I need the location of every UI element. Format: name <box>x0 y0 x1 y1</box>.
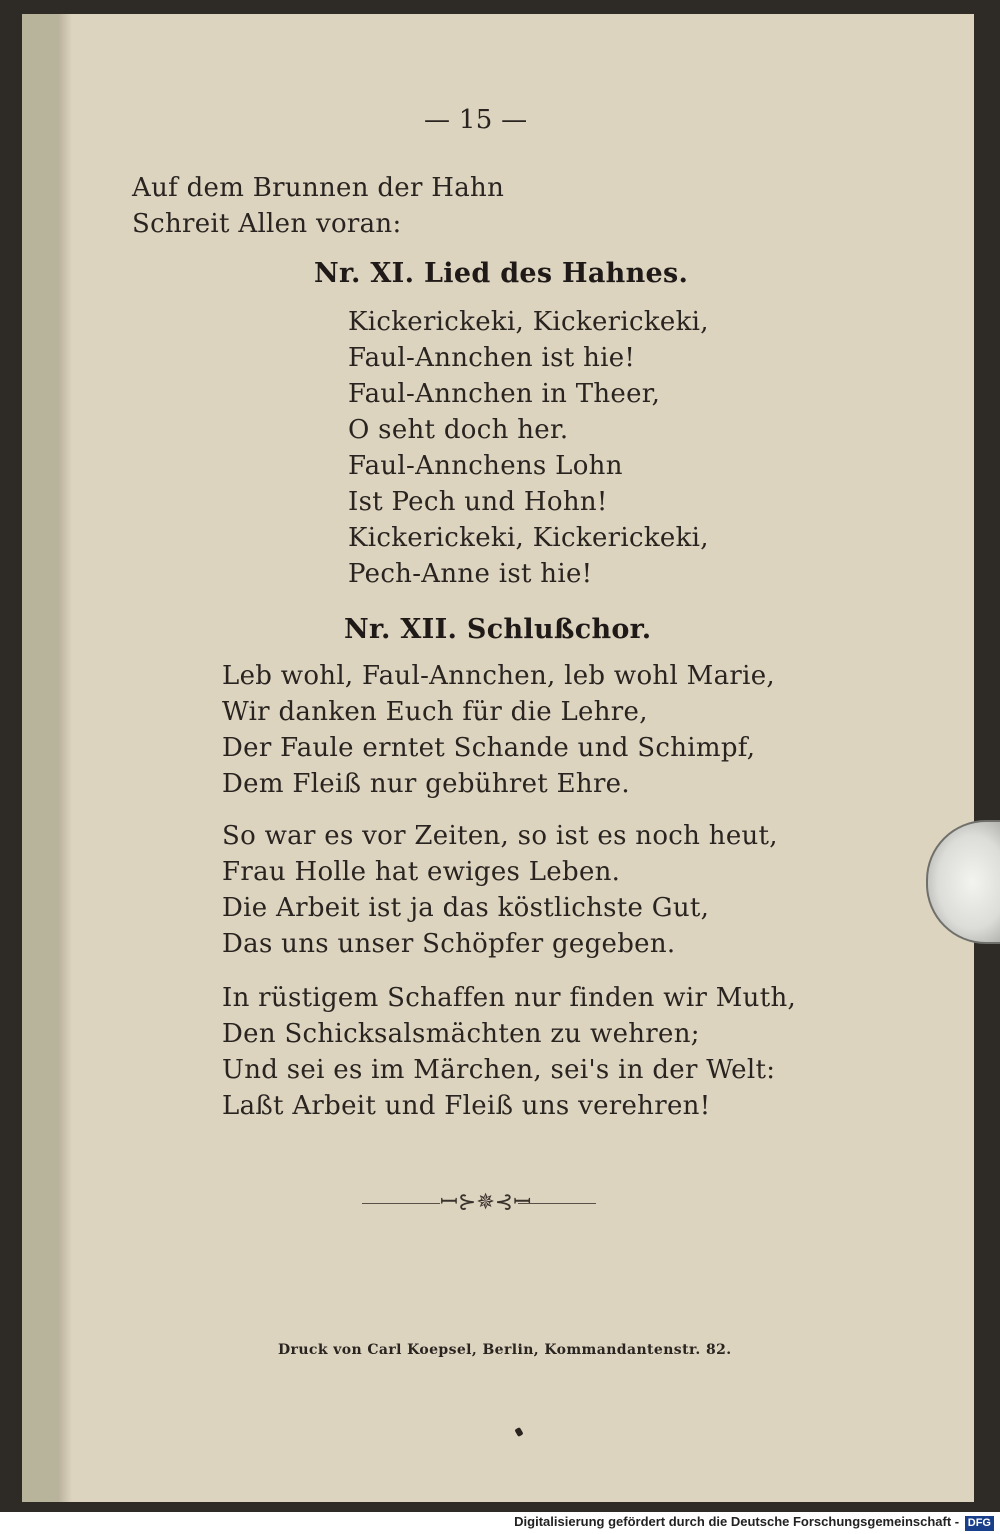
verse-line: Leb wohl, Faul-Annchen, leb wohl Marie, <box>222 661 775 691</box>
song-heading: Nr. XII. Schlußchor. <box>344 614 652 645</box>
verse-line: Den Schicksalsmächten zu wehren; <box>222 1019 700 1049</box>
dfg-logo-icon: DFG <box>965 1516 994 1531</box>
song-heading: Nr. XI. Lied des Hahnes. <box>314 258 689 289</box>
verse-line: So war es vor Zeiten, so ist es noch heut, <box>222 821 778 851</box>
verse-line: Die Arbeit ist ja das köstlichste Gut, <box>222 893 710 923</box>
divider-rule-right <box>518 1203 596 1204</box>
page-gutter <box>22 14 58 1502</box>
ornament-glyph: ꟷ⊱✵⊰ꟷ <box>440 1190 532 1215</box>
intro-line: Schreit Allen voran: <box>132 209 402 239</box>
printer-imprint: Druck von Carl Koepsel, Berlin, Kommandantenstr. 82. <box>278 1342 732 1358</box>
page-number: — 15 — <box>424 105 528 135</box>
verse-line: Faul-Annchens Lohn <box>348 451 623 481</box>
verse-line: In rüstigem Schaffen nur finden wir Muth, <box>222 983 797 1013</box>
verse-line: Faul-Annchen in Theer, <box>348 379 661 409</box>
digitization-footer <box>514 1514 994 1531</box>
verse-line: Laßt Arbeit und Fleiß uns verehren! <box>222 1091 711 1121</box>
verse-line: O seht doch her. <box>348 415 569 445</box>
verse-line: Ist Pech und Hohn! <box>348 487 608 517</box>
verse-line: Wir danken Euch für die Lehre, <box>222 697 648 727</box>
gutter-shadow <box>58 14 72 1502</box>
verse-line: Das uns unser Schöpfer gegeben. <box>222 929 676 959</box>
intro-line: Auf dem Brunnen der Hahn <box>132 173 505 203</box>
verse-line: Und sei es im Märchen, sei's in der Welt: <box>222 1055 776 1085</box>
verse-line: Kickerickeki, Kickerickeki, <box>348 307 709 337</box>
verse-line: Frau Holle hat ewiges Leben. <box>222 857 621 887</box>
verse-line: Dem Fleiß nur gebühret Ehre. <box>222 769 630 799</box>
verse-line: Pech-Anne ist hie! <box>348 559 593 589</box>
divider-rule-left <box>362 1203 440 1204</box>
verse-line: Faul-Annchen ist hie! <box>348 343 636 373</box>
verse-line: Der Faule erntet Schande und Schimpf, <box>222 733 756 763</box>
footer-text: Digitalisierung gefördert durch die Deutsche Forschungsgemeinschaft - <box>514 1514 960 1529</box>
ornament-divider <box>362 1188 596 1218</box>
verse-line: Kickerickeki, Kickerickeki, <box>348 523 709 553</box>
